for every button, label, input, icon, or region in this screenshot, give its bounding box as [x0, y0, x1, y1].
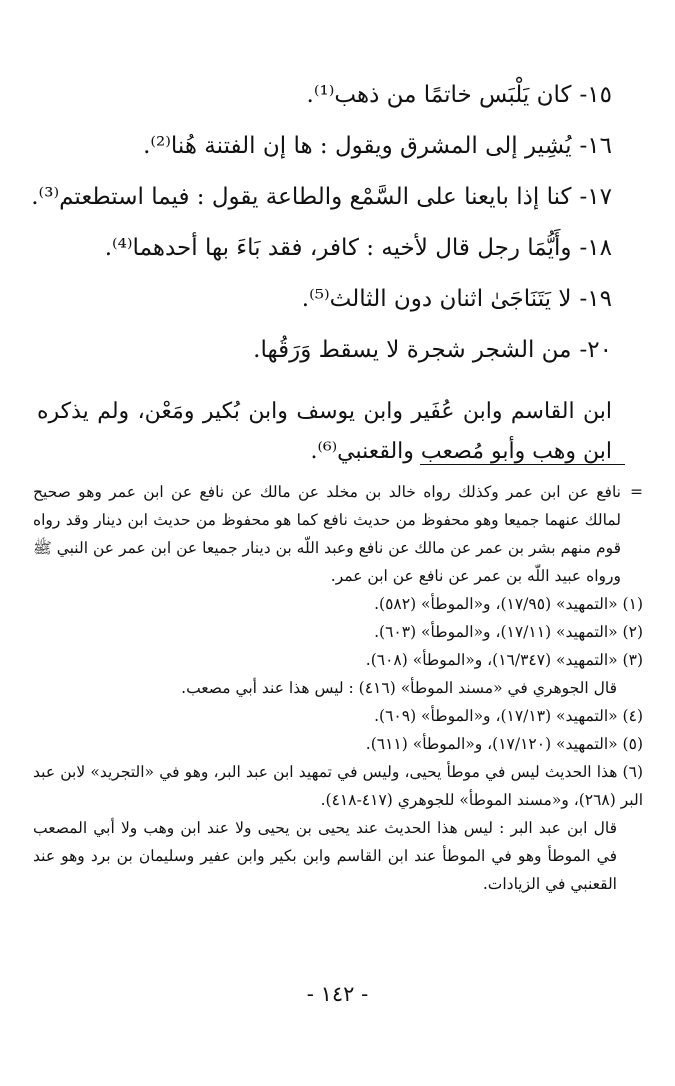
continued-footnote-text: نافع عن ابن عمر وكذلك رواه خالد بن مخلد عن مالك عن نافع عن ابن عمر وهو صحيح لمالك عنهما جميعا وهو محفوظ من حديث نافع كما هو محفوظ من حديث ابن دينار وقد رواه قوم منهم بشر بن عمر عن مالك عن نافع وعبد اللّه بن دينار جميعا عن ابن عمر عن النبي ﷺ ورواه عبيد اللّه بن عمر عن نافع عن ابن عمر. — [33, 483, 621, 585]
item-number: ١٦- — [579, 133, 612, 159]
hadith-item — [52, 70, 612, 121]
hadith-item — [52, 121, 612, 172]
page-number: - ١٤٢ - — [306, 982, 369, 1006]
footnote-3-comment: قال الجوهري في «مسند الموطأ» (٤١٦) : ليس هذا عند أبي مصعب. — [181, 679, 617, 697]
item-number: ٢٠- — [579, 337, 612, 363]
item-text: وأَيُّمَا رجل قال لأخيه : كافر، فقد بَاءَ بها أحدهما⁽⁴⁾. — [104, 235, 572, 261]
hadith-item — [31, 172, 612, 223]
item-text: لا يَتَنَاجَىٰ اثنان دون الثالث⁽⁵⁾. — [301, 286, 572, 312]
footnote-3: (٣) «التمهيد» (١٦/٣٤٧)، و«الموطأ» (٦٠٨). — [365, 651, 643, 669]
item-text: كنا إذا بايعنا على السَّمْع والطاعة يقول : فيما استطعتم⁽³⁾. — [31, 184, 572, 210]
hadith-list — [31, 70, 612, 376]
footnote-6: (٦) هذا الحديث ليس في موطأ يحيى، وليس في تمهيد ابن عبد البر، وهو في «التجريد» لابن عبد البر (٢٦٨)، و«مسند الموطأ» للجوهري (٤١٧-٤١٨). — [33, 763, 643, 809]
item-text: كان يَلْبَس خاتمًا من ذهب⁽¹⁾. — [306, 82, 572, 108]
item-number: ١٨- — [579, 235, 612, 261]
item-number: ١٥- — [579, 82, 612, 108]
item-number: ١٧- — [579, 184, 612, 210]
footnote-6-comment: قال ابن عبد البر : ليس هذا الحديث عند يحيى بن يحيى ولا عند ابن وهب ولا أبي المصعب في الموطأ وهو في الموطأ عند ابن القاسم وابن بكير وابن عفير وسليمان بن برد وهو عند القعنبي في الزيادات. — [33, 819, 617, 893]
item-text: يُشِير إلى المشرق ويقول : ها إن الفتنة هُنا⁽²⁾. — [143, 133, 572, 159]
footnote-2: (٢) «التمهيد» (١٧/١١)، و«الموطأ» (٦٠٣). — [374, 623, 643, 641]
item-text: من الشجر شجرة لا يسقط وَرَقُها. — [253, 337, 572, 363]
continuation-mark: = — [630, 483, 643, 501]
closing-paragraph: ابن القاسم وابن عُفَير وابن يوسف وابن بُكير ومَعْن، ولم يذكره ابن وهب وأبو مُصعب والقعنبي⁽⁶⁾. — [37, 399, 612, 464]
footnote-separator — [420, 464, 625, 465]
footnote-5: (٥) «التمهيد» (١٧/١٢٠)، و«الموطأ» (٦١١). — [365, 735, 643, 753]
hadith-item — [52, 325, 612, 376]
footnote-4: (٤) «التمهيد» (١٧/١٣)، و«الموطأ» (٦٠٩). — [374, 707, 643, 725]
item-number: ١٩- — [579, 286, 612, 312]
hadith-item — [52, 274, 612, 325]
footnotes-section — [33, 478, 643, 898]
footnote-1: (١) «التمهيد» (١٧/٩٥)، و«الموطأ» (٥٨٢). — [374, 595, 643, 613]
hadith-item — [52, 223, 612, 274]
continued-footnote — [33, 478, 643, 590]
